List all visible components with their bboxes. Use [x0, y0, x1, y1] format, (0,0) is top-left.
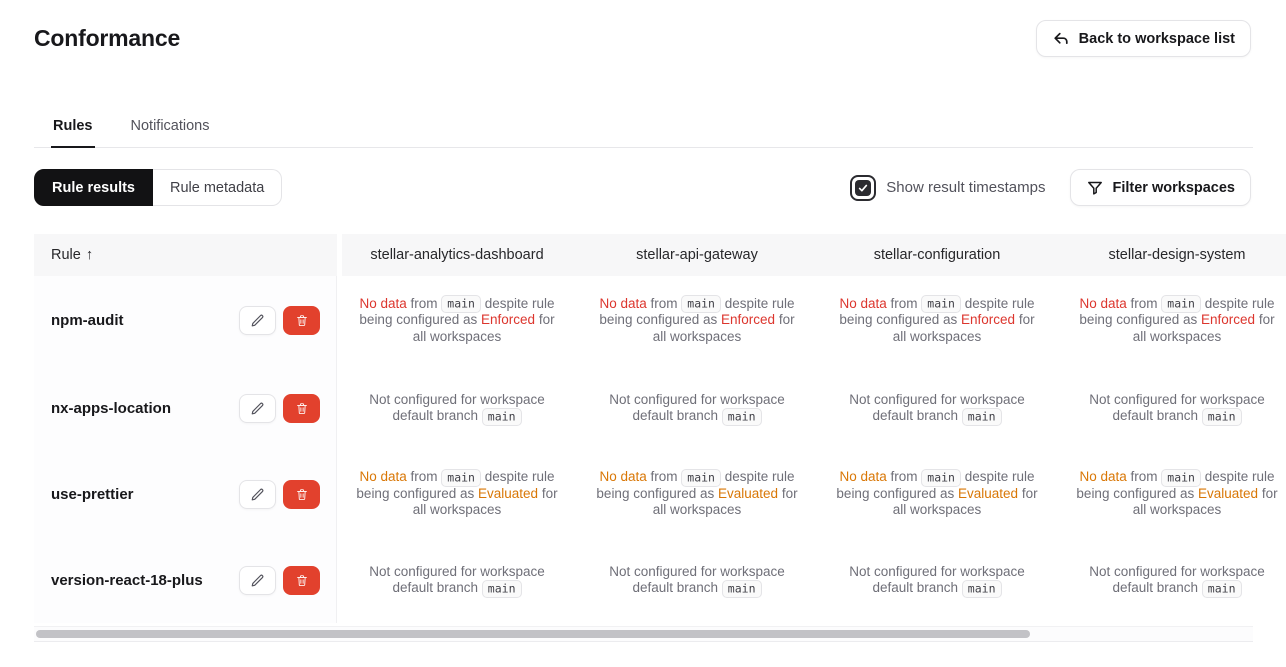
result-cell: No data from main despite rule being configured as Evaluated for all workspaces: [1076, 469, 1278, 518]
toolbar-right-group: [850, 169, 1251, 206]
branch-chip: main: [722, 408, 762, 426]
trash-icon: [295, 487, 309, 502]
table-header-row: [34, 234, 1286, 276]
results-metadata-segmented-control: [34, 169, 282, 206]
edit-rule-button[interactable]: [239, 394, 276, 423]
pencil-icon: [250, 487, 265, 502]
tab-rules[interactable]: Rules: [51, 112, 95, 147]
trash-icon: [295, 401, 309, 416]
result-cell: Not configured for workspace default branch main: [337, 365, 577, 451]
rule-cell: [34, 451, 337, 537]
return-arrow-icon: [1052, 30, 1070, 48]
result-cell: No data from main despite rule being configured as Enforced for all workspaces: [359, 295, 555, 344]
column-header-workspace: stellar-api-gateway: [636, 247, 758, 263]
rule-name: nx-apps-location: [51, 399, 172, 417]
checkmark-icon: [857, 182, 869, 194]
pencil-icon: [250, 573, 265, 588]
delete-rule-button[interactable]: [283, 306, 320, 335]
delete-rule-button[interactable]: [283, 480, 320, 509]
result-cell: No data from main despite rule being configured as Enforced for all workspaces: [1079, 295, 1275, 344]
result-cell: Not configured for workspace default branch main: [337, 537, 577, 623]
show-result-timestamps-toggle[interactable]: [850, 175, 1045, 201]
edit-rule-button[interactable]: [239, 566, 276, 595]
trash-icon: [295, 573, 309, 588]
rule-name: version-react-18-plus: [51, 571, 203, 589]
rule-actions: [239, 306, 320, 335]
delete-rule-button[interactable]: [283, 394, 320, 423]
branch-chip: main: [921, 469, 961, 487]
result-cell: No data from main despite rule being configured as Evaluated for all workspaces: [356, 469, 558, 518]
edit-rule-button[interactable]: [239, 306, 276, 335]
horizontal-scrollbar-track[interactable]: [34, 626, 1253, 642]
rule-header-label: Rule: [51, 247, 81, 263]
back-button-label: Back to workspace list: [1078, 30, 1235, 47]
result-cell: Not configured for workspace default branch main: [577, 537, 817, 623]
rule-metadata-segment[interactable]: Rule metadata: [153, 169, 282, 206]
branch-chip: main: [1202, 580, 1242, 598]
result-cell: Not configured for workspace default branch main: [817, 537, 1057, 623]
result-cell: No data from main despite rule being configured as Evaluated for all workspaces: [836, 469, 1038, 518]
table-row: [34, 537, 1286, 623]
branch-chip: main: [921, 295, 961, 313]
rule-cell: [34, 537, 337, 623]
branch-chip: main: [441, 469, 481, 487]
branch-chip: main: [1161, 469, 1201, 487]
rule-actions: [239, 566, 320, 595]
result-cell: Not configured for workspace default branch main: [817, 365, 1057, 451]
table-row: [34, 451, 1286, 537]
table-row: [34, 276, 1286, 365]
branch-chip: main: [441, 295, 481, 313]
filter-workspaces-label: Filter workspaces: [1112, 179, 1235, 196]
conformance-results-table: [34, 234, 1286, 623]
back-to-workspace-list-button[interactable]: [1036, 20, 1251, 57]
checkbox-checked: [855, 180, 871, 196]
result-cell: Not configured for workspace default branch main: [577, 365, 817, 451]
branch-chip: main: [962, 580, 1002, 598]
rule-actions: [239, 480, 320, 509]
table-row: [34, 365, 1286, 451]
result-cell: Not configured for workspace default branch main: [1057, 365, 1286, 451]
rule-name: npm-audit: [51, 312, 124, 329]
show-result-timestamps-label: Show result timestamps: [886, 179, 1046, 196]
branch-chip: main: [681, 295, 721, 313]
pencil-icon: [250, 313, 265, 328]
result-cell: No data from main despite rule being configured as Evaluated for all workspaces: [596, 469, 798, 518]
tab-bar: [34, 112, 1253, 148]
rule-cell: [34, 365, 337, 451]
filter-workspaces-button[interactable]: [1070, 169, 1252, 206]
branch-chip: main: [722, 580, 762, 598]
column-header-workspace: stellar-analytics-dashboard: [370, 247, 544, 263]
branch-chip: main: [962, 408, 1002, 426]
branch-chip: main: [681, 469, 721, 487]
branch-chip: main: [1161, 295, 1201, 313]
branch-chip: main: [482, 408, 522, 426]
page-title: Conformance: [34, 25, 181, 51]
branch-chip: main: [1202, 408, 1242, 426]
column-header-workspace: stellar-configuration: [873, 247, 1001, 263]
table-body: [34, 276, 1286, 623]
rules-toolbar: [34, 169, 1286, 206]
pencil-icon: [250, 401, 265, 416]
result-cell: Not configured for workspace default branch main: [1057, 537, 1286, 623]
horizontal-scrollbar-thumb[interactable]: [36, 630, 1030, 638]
column-header-rule[interactable]: [34, 234, 337, 276]
tab-notifications[interactable]: Notifications: [130, 118, 210, 134]
rule-results-segment[interactable]: Rule results: [34, 169, 153, 206]
column-header-workspace: stellar-design-system: [1108, 247, 1246, 263]
trash-icon: [295, 313, 309, 328]
delete-rule-button[interactable]: [283, 566, 320, 595]
rule-cell: [34, 276, 337, 365]
edit-rule-button[interactable]: [239, 480, 276, 509]
rule-actions: [239, 394, 320, 423]
filter-funnel-icon: [1086, 179, 1104, 197]
result-cell: No data from main despite rule being configured as Enforced for all workspaces: [599, 295, 795, 344]
branch-chip: main: [482, 580, 522, 598]
sort-ascending-icon: ↑: [85, 247, 94, 263]
result-cell: No data from main despite rule being configured as Enforced for all workspaces: [839, 295, 1035, 344]
rule-name: use-prettier: [51, 485, 134, 503]
checkbox-focus-ring: [850, 175, 876, 201]
page-header: [34, 0, 1286, 57]
